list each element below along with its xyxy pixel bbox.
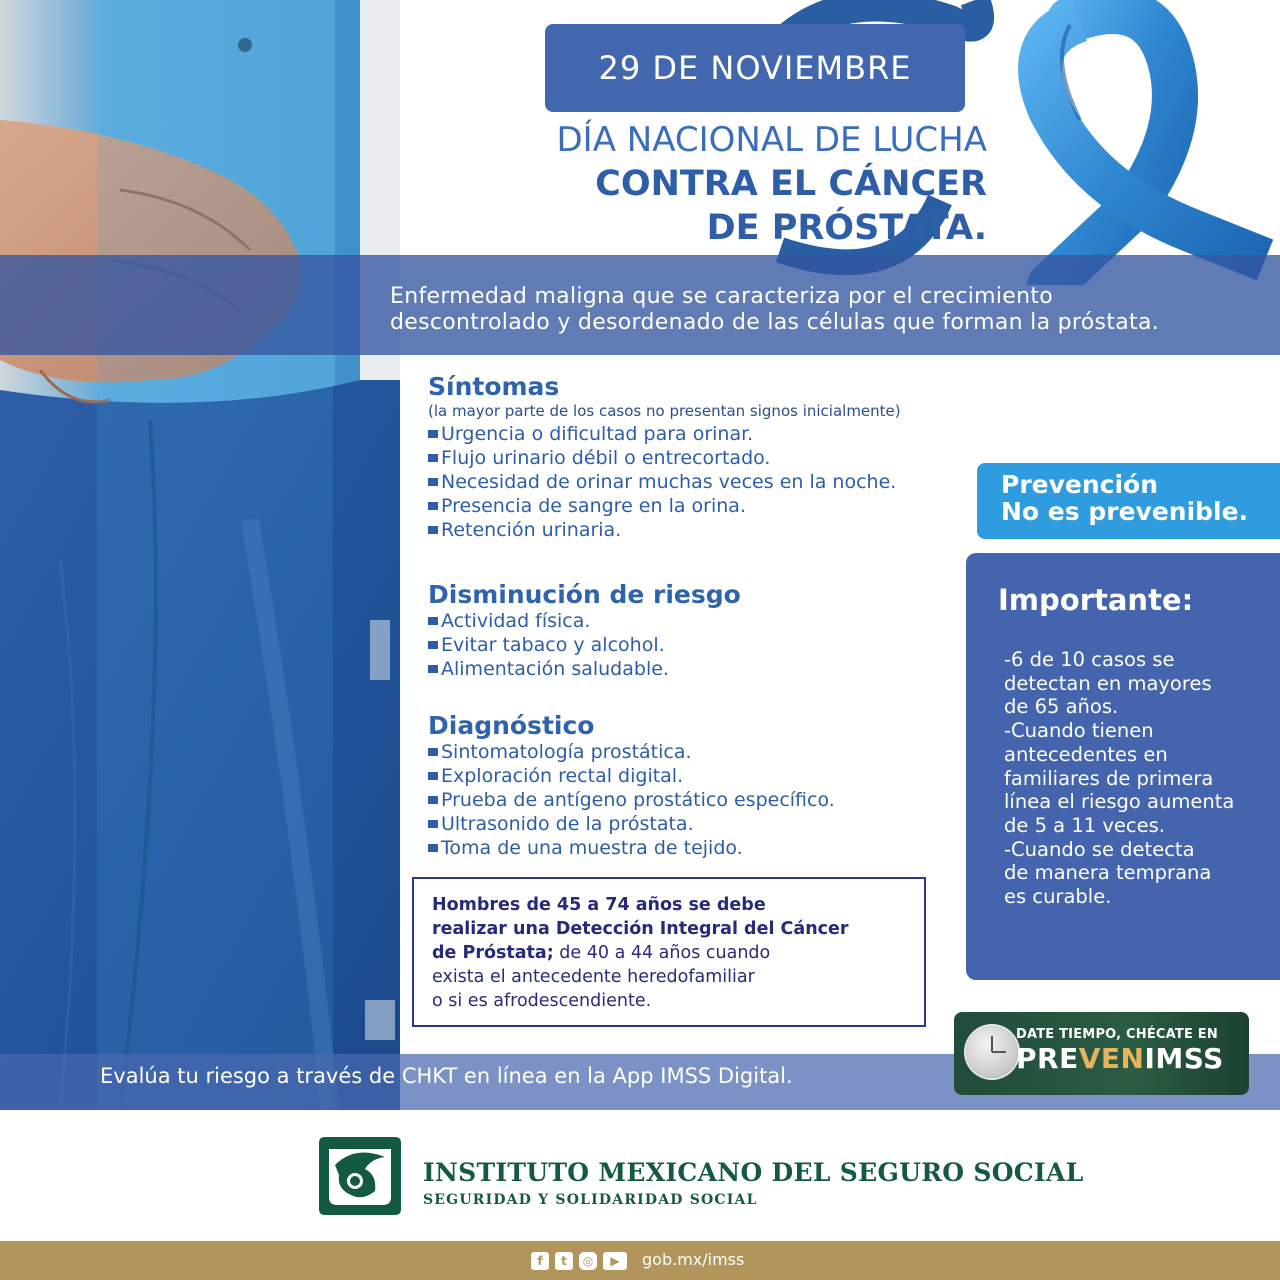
bullet-icon [428,748,438,756]
definition-line-2: descontrolado y desordenado de las células que forman la próstata. [390,310,1160,335]
cta-text: Evalúa tu riesgo a través de CHKT en línea en la App IMSS Digital. [100,1064,793,1088]
youtube-icon[interactable]: ▶ [603,1252,627,1270]
bullet-icon [428,820,438,828]
bullet-icon [428,526,438,534]
list-item: Flujo urinario débil o entrecortado. [428,446,988,470]
institution-motto: SEGURIDAD Y SOLIDARIDAD SOCIAL [423,1192,758,1208]
prevenimss-tagline: DATE TIEMPO, CHÉCATE EN [1016,1027,1218,1042]
facebook-icon[interactable]: f [531,1252,549,1270]
important-box [966,553,1280,980]
twitter-icon[interactable]: t [555,1252,573,1270]
list-item: Actividad física. [428,609,948,633]
list-item: Exploración rectal digital. [428,764,948,788]
definition-text [390,284,1270,336]
diagnosis-section [428,711,948,860]
important-title: Importante: [998,583,1194,617]
prevenimss-brand: PREVENIMSS [1016,1042,1224,1075]
list-item: Evitar tabaco y alcohol. [428,633,948,657]
website-link[interactable]: gob.mx/imss [642,1250,745,1269]
prevenimss-badge [954,1012,1249,1095]
list-item: Sintomatología prostática. [428,740,948,764]
definition-line-1: Enfermedad maligna que se caracteriza por el crecimiento [390,284,1054,309]
bullet-icon [428,665,438,673]
list-item: Retención urinaria. [428,518,988,542]
bullet-icon [428,502,438,510]
title-line-3: DE PRÓSTATA. [706,208,987,248]
prevention-value: No es prevenible. [1001,497,1249,526]
symptoms-title: Síntomas [428,372,560,401]
institution-name: INSTITUTO MEXICANO DEL SEGURO SOCIAL [423,1158,1084,1187]
bullet-icon [428,796,438,804]
risk-reduction-title: Disminución de riesgo [428,580,741,609]
hero-photo [0,0,400,1110]
prevention-title: Prevención [1001,470,1159,499]
risk-reduction-section [428,580,948,681]
list-item: Urgencia o dificultad para orinar. [428,422,988,446]
title-line-1: DÍA NACIONAL DE LUCHA [556,120,987,160]
bullet-icon [428,844,438,852]
detection-recommendation-box: Hombres de 45 a 74 años se debe realizar una Detección Integral del Cáncer de Próstata; de 40 a 44 años cuando exista el antecedente heredofamiliar o si es afrodescendiente. [412,877,926,1027]
bullet-icon [428,617,438,625]
list-item: Presencia de sangre en la orina. [428,494,988,518]
bullet-icon [428,430,438,438]
symptoms-note: (la mayor parte de los casos no presentan signos inicialmente) [428,402,901,420]
imss-logo [315,1135,405,1217]
clock-icon [966,1026,1018,1078]
bullet-icon [428,772,438,780]
bullet-icon [428,478,438,486]
list-item: Alimentación saludable. [428,657,948,681]
symptoms-section [428,372,988,542]
title-line-2: CONTRA EL CÁNCER [595,164,987,204]
list-item: Toma de una muestra de tejido. [428,836,948,860]
diagnosis-title: Diagnóstico [428,711,595,740]
instagram-icon[interactable]: ◎ [579,1252,597,1270]
bullet-icon [428,641,438,649]
date-text: 29 DE NOVIEMBRE [598,49,912,87]
date-banner [545,24,965,112]
important-text: -6 de 10 casos se detectan en mayores de 65 años. -Cuando tienen antecedentes en familiares de primera línea el riesgo aumenta de 5 a 11 veces. -Cuando se detecta de manera temprana es curable. [1004,648,1235,909]
list-item: Ultrasonido de la próstata. [428,812,948,836]
prevention-box [977,463,1280,539]
bullet-icon [428,454,438,462]
list-item: Necesidad de orinar muchas veces en la noche. [428,470,988,494]
page-title [556,118,987,250]
list-item: Prueba de antígeno prostático específico. [428,788,948,812]
footer-bar [0,1241,1280,1280]
